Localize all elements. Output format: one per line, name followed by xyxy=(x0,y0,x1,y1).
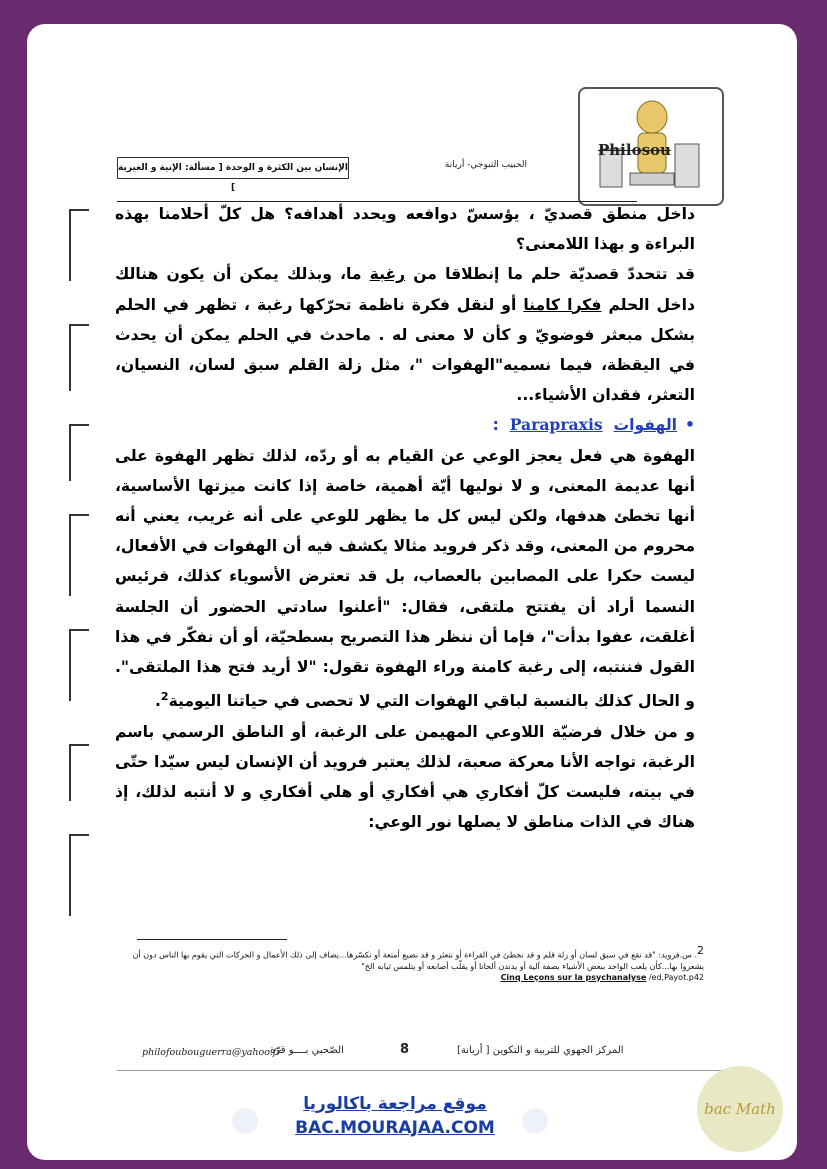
footnote-ref: 2 xyxy=(160,690,169,704)
main-text xyxy=(115,199,695,837)
philosophy-logo xyxy=(578,87,724,206)
margin-mark xyxy=(69,424,89,481)
footnote: $^2$. س.فرويد: "قد نقع في سبق لسان أو زلة قلم و قد نخطئ في القراءة أو نتعثر و قد نضيع أمتعة أو نكسّرها...يضاف إلى ذلك الأعمال و الحركات التي يقوم بها الناس دون أن يشعروا بها...كأن يلعب الواحد ببعض الأشياء بصفة آلية أو يدندن ألحانا أو يقلّب أصابعه أو يتلمس ثيابه الخ" Cinq Leçons sur la psychanalyse /ed,Payot.p42 xyxy=(132,944,704,982)
margin-mark xyxy=(69,629,89,701)
document-page xyxy=(27,24,797,1160)
watermark-url[interactable]: BAC.MOURAJAA.COM xyxy=(295,1118,495,1138)
site-badge-icon xyxy=(232,1108,258,1134)
footnote-source: Cinq Leçons sur la psychanalyse xyxy=(500,972,647,982)
paragraph-1: داخل منطق قصديّ ، يؤسسّ دوافعه ويحدد أهدافه؟ هل كلّ أحلامنا بهذه البراءة و بهذا اللامعنى؟ xyxy=(115,205,695,254)
site-badge-icon xyxy=(522,1108,548,1134)
margin-mark xyxy=(69,834,89,916)
paragraph-4: و من خلال فرضيّة اللاوعي المهيمن على الرغبة، أو الناطق الرسمي باسم الرغبة، تواجه الأنا معركة صعبة، لذلك يعتبر فرويد أن الإنسان ليس سيّدا حتّى في بيته، فليست كلّ أفكاري هي أفكاري أو هلي أفكاري و لا أنتبه لذلك، إذ هناك في الذات مناطق لا يصلها نور الوعي: xyxy=(115,722,695,832)
watermark[interactable] xyxy=(285,1094,505,1138)
footer-email: philofoubouguerra@yahoo.fr xyxy=(142,1047,281,1058)
bac-math-stamp: bac Math xyxy=(697,1066,783,1152)
footnote-divider xyxy=(137,939,287,940)
underlined-term: رغبة xyxy=(369,265,406,284)
bullet-icon: • xyxy=(685,416,695,435)
margin-mark xyxy=(69,324,89,391)
margin-mark xyxy=(69,744,89,801)
footer-divider xyxy=(117,1070,737,1071)
page-number: 8 xyxy=(400,1042,410,1057)
margin-mark xyxy=(69,514,89,596)
logo-text: Philosou xyxy=(598,141,671,159)
margin-mark xyxy=(69,209,89,281)
author-label: الحبيب التبوجي- أريانة xyxy=(444,160,527,170)
watermark-arabic[interactable]: موقع مراجعة باكالوريا xyxy=(303,1094,487,1114)
section-heading: •الهفوات Parapraxis : xyxy=(492,415,695,435)
footer-author: الصّحبي بــــو قرّة xyxy=(270,1045,344,1056)
paragraph-2: قد تتحددّ قصديّة حلم ما إنطلاقا من رغبة ما، وبذلك يمكن أن يكون هنالك داخل الحلم فكرا كامنا أو لنقل فكرة ناظمة تحرّكها رغبة ، تظهر في الحلم بشكل مبعثر فوضويّ و كأن لا معنى له . ماحدث في الحلم يمكن أن يحدث في اليقظة، فيما نسميه"الهفوات "، مثل زلة القلم سبق لسان، النسيان، التعثر، فقدان الأشياء... xyxy=(115,265,695,405)
underlined-term: فكرا كامنا xyxy=(523,295,602,314)
footer-institution: المركز الجهوي للتربية و التكوين [ أريانة] xyxy=(457,1045,624,1056)
paragraph-3: الهفوة هي فعل يعجز الوعي عن القيام به أو ردّه، لذلك تظهر الهفوة على أنها عديمة المعنى، و لا نوليها أيّة أهمية، خاصة إذا كانت ميزتها الأساسية، أنها تخطئ هدفها، ولكن ليس كل ما يظهر للوعي على أنه غريب، يعني أنه محروم من المعنى، وقد ذكر فرويد مثالا يكشف فيه أن الهفوات في الأفعال، ليست حكرا على المصابين بالعصاب، بل قد تعترض الأسوياء كذلك، فرئيس النسما أراد أن يفتتح ملتقى، فقال: "أعلنوا سادتي الحضور أن الجلسة أغلقت، عفوا بدأت"، فإما أن ننظر هذا التصريح بسطحيّة، أو أن نفكّر في هذا القول فننتبه، إلى رغبة كامنة وراء الهفوة تقول: "لا أريد فتح هذا الملتقى". و الحال كذلك بالنسبة لباقي الهفوات التي لا تحصى في حياتنا اليومية$^2$. xyxy=(115,446,695,711)
chapter-title: الإنسان بين الكثرة و الوحدة [ مسألة: الإنية و الغيرية ] xyxy=(117,157,349,179)
